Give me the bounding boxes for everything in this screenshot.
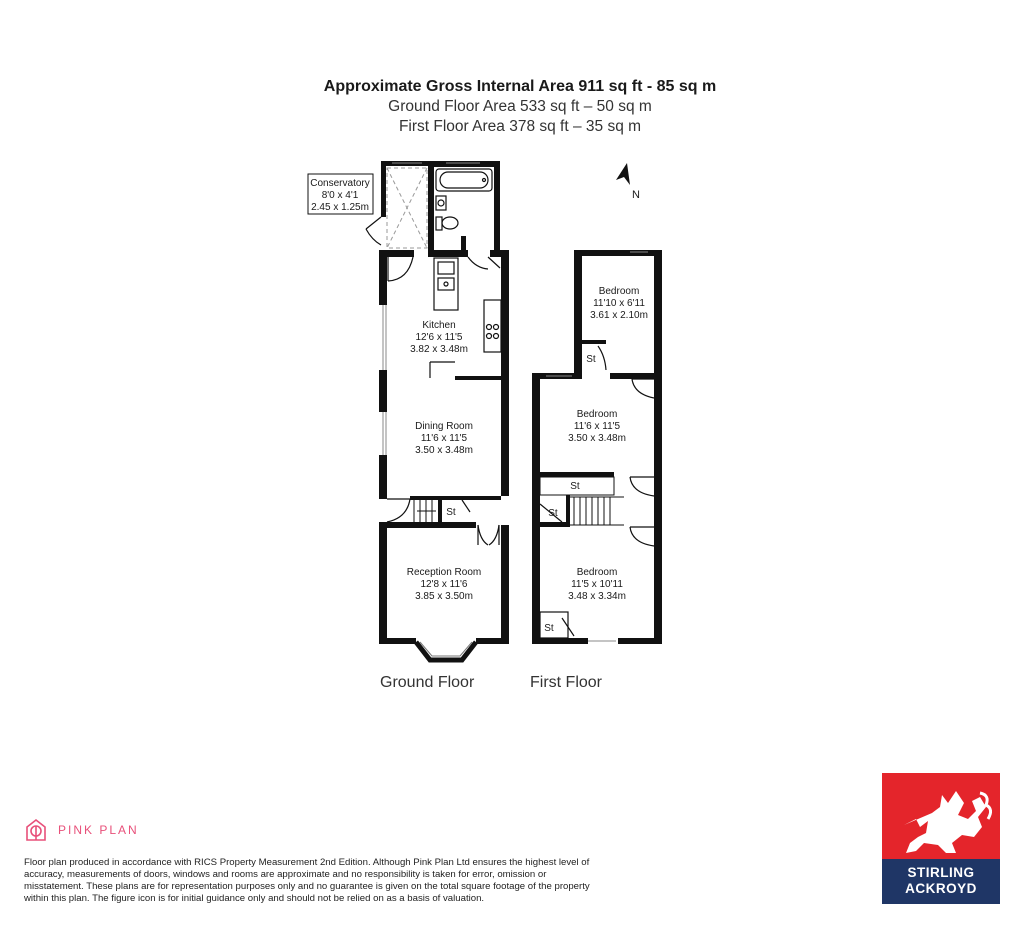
ff-store-rear-label: St <box>586 354 596 365</box>
gf-wall-left-low <box>379 455 387 499</box>
ff-store-landing-label: St <box>570 481 580 492</box>
reception-metric: 3.85 x 3.50m <box>415 591 473 602</box>
ff-wall-bottom-left <box>532 638 588 644</box>
bedroom-front-imperial: 11'5 x 10'11 <box>571 579 623 590</box>
gf-wall-bath-top <box>428 161 500 167</box>
gf-wall-bath-left <box>428 161 434 257</box>
griffin-icon <box>882 773 1000 859</box>
ground-floor-label: Ground Floor <box>380 674 475 691</box>
sink-icon <box>434 258 458 310</box>
gf-wall-right-kitchen <box>501 250 509 376</box>
gf-store-label: St <box>446 507 456 518</box>
ff-wall-stair-left <box>566 495 570 527</box>
logo-red-panel <box>882 773 1000 859</box>
pink-plan-text: PINK PLAN <box>58 823 139 837</box>
kitchen-name: Kitchen <box>422 320 456 331</box>
gf-conservatory-roof <box>387 168 427 248</box>
conservatory-name: Conservatory <box>310 178 370 189</box>
ff-wall-main-top2 <box>610 373 654 379</box>
gf-wall-left-upper <box>379 250 387 305</box>
gf-conservatory-door <box>366 217 381 245</box>
area-title: Approximate Gross Internal Area 911 sq ft - 85 sq m <box>323 78 717 95</box>
kitchen-metric: 3.82 x 3.48m <box>410 344 468 355</box>
gf-bathroom-door <box>468 257 500 269</box>
gf-wall-front-left <box>379 638 416 644</box>
gf-kitchen-door <box>388 257 413 281</box>
ff-wall-mid2 <box>540 522 570 527</box>
gf-wall-left-mid <box>379 370 387 412</box>
ff-store-front-label: St <box>544 623 554 634</box>
bedroom-front-name: Bedroom <box>576 567 618 578</box>
ff-wall-left <box>532 373 540 644</box>
logo-blue-panel <box>882 859 1000 904</box>
gf-wall-bath-inner <box>461 236 466 257</box>
bedroom-middle-imperial: 11'6 x 11'5 <box>573 421 621 432</box>
wc-icon <box>436 196 458 230</box>
gf-wall-right-dining <box>501 376 509 496</box>
reception-imperial: 12'8 x 11'6 <box>420 579 468 590</box>
ff-wall-rear-store <box>582 340 606 344</box>
ff-wall-bottom-right <box>618 638 662 644</box>
ff-wall-rear-top <box>574 250 662 256</box>
ff-wall-rear-right <box>654 250 662 644</box>
bedroom-front-metric: 3.48 x 3.34m <box>568 591 626 602</box>
conservatory-metric: 2.45 x 1.25m <box>311 202 369 213</box>
gf-wall-left-front <box>379 522 387 644</box>
ff-store-stair-label: St <box>548 508 558 519</box>
first-area-subtitle: First Floor Area 378 sq ft – 35 sq m <box>398 118 642 135</box>
first-floor-label: First Floor <box>530 674 602 691</box>
bedroom-middle-metric: 3.50 x 3.48m <box>568 433 626 444</box>
compass-icon <box>616 163 640 201</box>
pink-plan-icon <box>24 818 48 842</box>
kitchen-imperial: 12'6 x 11'5 <box>415 332 463 343</box>
ff-wall-rear-left <box>574 250 582 375</box>
dining-metric: 3.50 x 3.48m <box>415 445 473 456</box>
gf-wall-front-right <box>476 638 509 644</box>
gf-wall-stair-top <box>410 496 501 500</box>
gf-front-door <box>387 499 410 522</box>
gf-wall-right-front <box>501 525 509 644</box>
gf-stairs <box>414 500 436 522</box>
bedroom-rear-imperial: 11'10 x 6'11 <box>593 298 645 309</box>
ground-area-subtitle: Ground Floor Area 533 sq ft – 50 sq m <box>388 98 652 115</box>
gf-wall-kitchen-divider <box>455 376 509 380</box>
disclaimer-text: Floor plan produced in accordance with RICS Property Measurement 2nd Edition. Although Pink Plan Ltd ensures the highest level of accuracy, measurements of doors, windows and rooms are approximate and no responsibility is taken for error, omission or misstatement. These plans are for representation purposes only and no guarantee is given on the total square footage of the property within this plan. The figure icon is for initial guidance only and should not be relied on as a basis of valuation. <box>24 857 590 904</box>
logo-line-2: ACKROYD <box>905 881 977 896</box>
gf-wall-bath-right <box>494 161 500 257</box>
ff-wall-mid <box>540 472 614 477</box>
stirling-ackroyd-logo <box>882 773 1000 904</box>
bedroom-rear-name: Bedroom <box>598 286 640 297</box>
bedroom-rear-metric: 3.61 x 2.10m <box>590 310 648 321</box>
dining-name: Dining Room <box>415 421 473 432</box>
compass-label: N <box>632 189 640 201</box>
gf-bay-window <box>416 642 476 660</box>
pink-plan-brand <box>24 818 139 842</box>
bath-icon <box>436 169 492 191</box>
reception-name: Reception Room <box>406 567 482 578</box>
logo-line-1: STIRLING <box>907 865 975 880</box>
gf-wall-reception-top <box>379 522 476 528</box>
bedroom-middle-name: Bedroom <box>576 409 618 420</box>
gf-wall-cons-left <box>381 161 386 217</box>
gf-wall-store-left <box>438 496 442 522</box>
dining-imperial: 11'6 x 11'5 <box>420 433 468 444</box>
gf-wall-kitchen-top <box>379 250 414 257</box>
conservatory-imperial: 8'0 x 4'1 <box>321 190 359 201</box>
